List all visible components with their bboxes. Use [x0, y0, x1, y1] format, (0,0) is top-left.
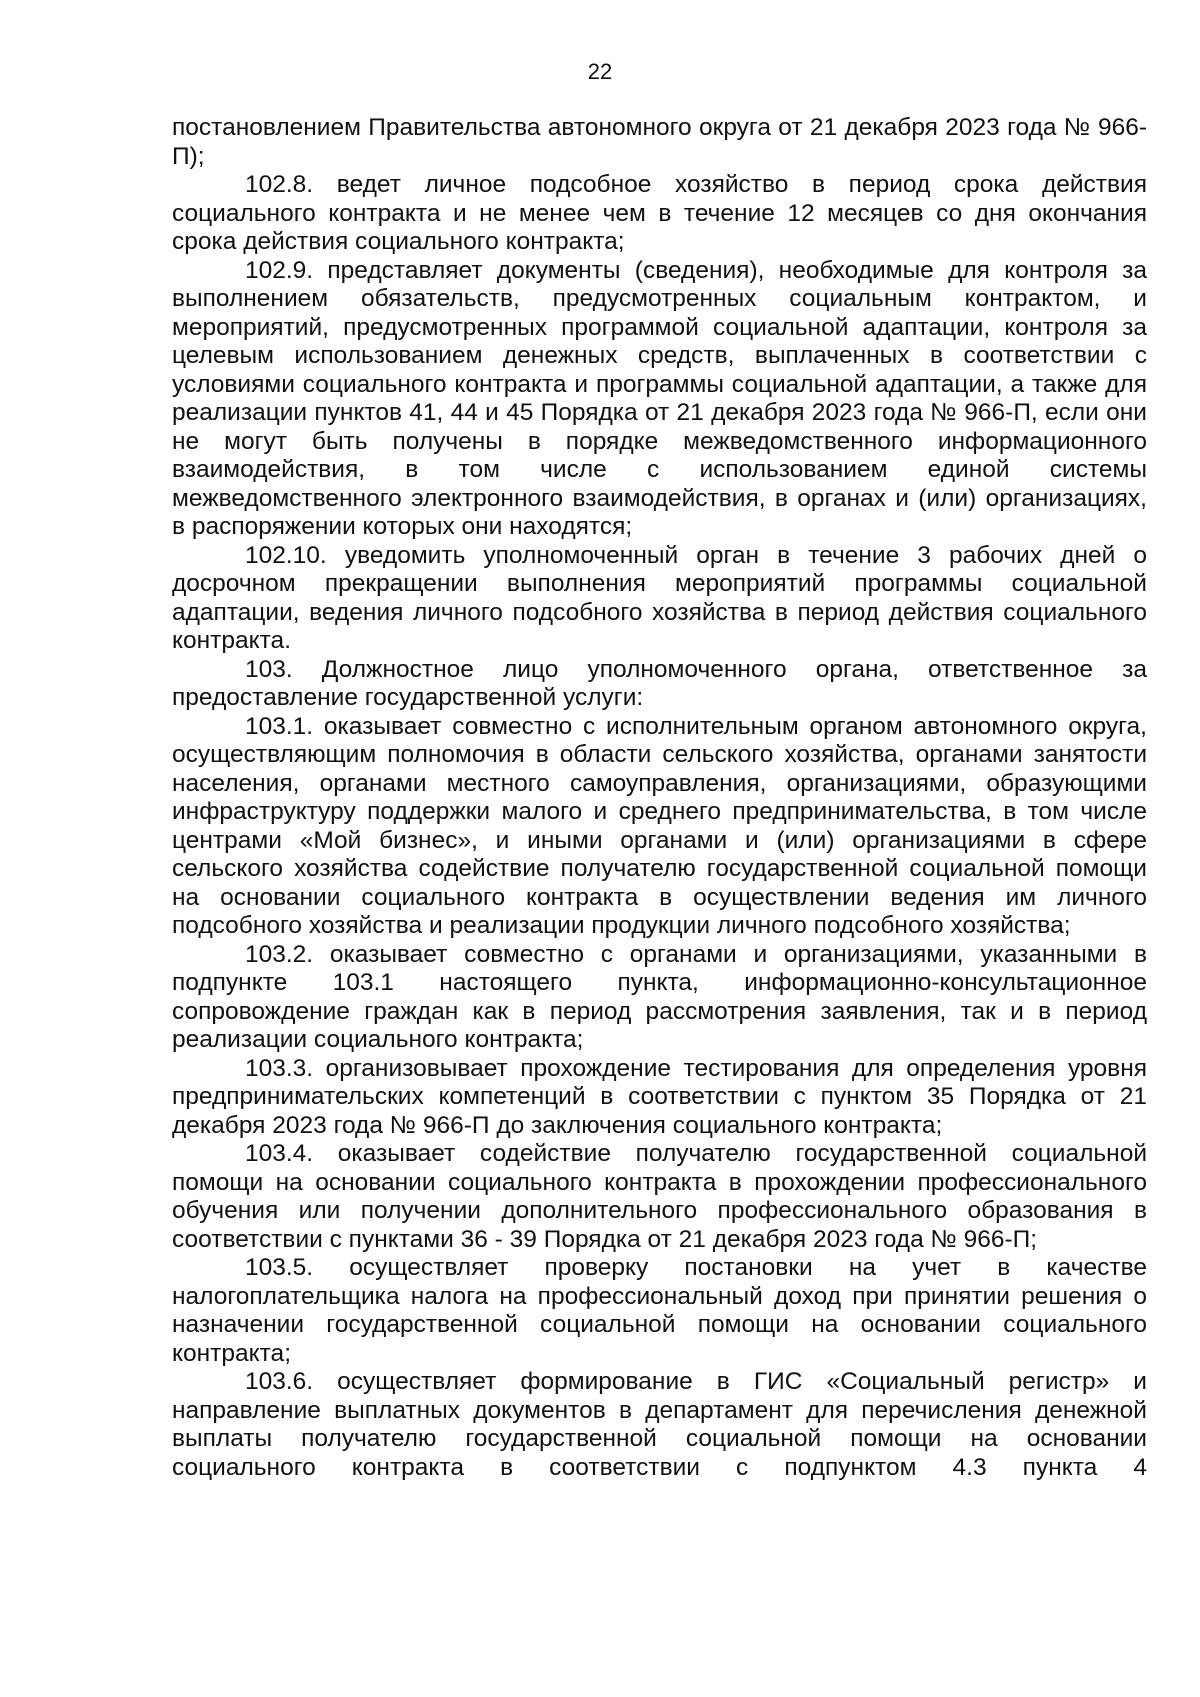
paragraph-103: 103. Должностное лицо уполномоченного органа, ответственное за предоставление государственной услуги: — [172, 655, 1147, 711]
paragraph-103-2: 103.2. оказывает совместно с органами и организациями, указанными в подпункте 103.1 настоящего пункта, информационно-консультационное сопровождение граждан как в период рассмотрения заявления, так и в период реализации социального контракта; — [172, 940, 1147, 1053]
paragraph-continuation: постановлением Правительства автономного округа от 21 декабря 2023 года № 966-П); — [172, 114, 1147, 170]
paragraph-103-1: 103.1. оказывает совместно с исполнительным органом автономного округа, осуществляющим полномочия в области сельского хозяйства, органами занятости населения, органами местного самоуправления, организациями, образующими инфраструктуру поддержки малого и среднего предпринимательства, в том числе центрами «Мой бизнес», и иными органами и (или) организациями в сфере сельского хозяйства содействие получателю государственной социальной помощи на основании социального контракта в осуществлении ведения им личного подсобного хозяйства и реализации продукции личного подсобного хозяйства; — [172, 712, 1147, 939]
paragraph-103-5: 103.5. осуществляет проверку постановки на учет в качестве налогоплательщика налога на профессиональный доход при принятии решения о назначении государственной социальной помощи на основании социального контракта; — [172, 1254, 1147, 1367]
paragraph-102-9: 102.9. представляет документы (сведения), необходимые для контроля за выполнением обязательств, предусмотренных социальным контрактом, и мероприятий, предусмотренных программой социальной адаптации, контроля за целевым использованием денежных средств, выплаченных в соответствии с условиями социального контракта и программы социальной адаптации, а также для реализации пунктов 41, 44 и 45 Порядка от 21 декабря 2023 года № 966-П, если они не могут быть получены в порядке межведомственного информационного взаимодействия, в том числе с использованием единой системы межведомственного электронного взаимодействия, в органах и (или) организациях, в распоряжении которых они находятся; — [172, 256, 1147, 540]
paragraph-102-10: 102.10. уведомить уполномоченный орган в течение 3 рабочих дней о досрочном прекращении выполнения мероприятий программы социальной адаптации, ведения личного подсобного хозяйства в период действия социального контракта. — [172, 541, 1147, 654]
paragraph-102-8: 102.8. ведет личное подсобное хозяйство в период срока действия социального контракта и не менее чем в течение 12 месяцев со дня окончания срока действия социального контракта; — [172, 171, 1147, 255]
paragraph-103-6: 103.6. осуществляет формирование в ГИС «Социальный регистр» и направление выплатных документов в департамент для перечисления денежной выплаты получателю государственной социальной помощи на основании социального контракта в соответствии с подпунктом 4.3 пункта 4 — [172, 1368, 1147, 1481]
document-body — [172, 114, 1147, 1482]
paragraph-103-4: 103.4. оказывает содействие получателю государственной социальной помощи на основании социального контракта в прохождении профессионального обучения или получении дополнительного профессионального образования в соответствии с пунктами 36 - 39 Порядка от 21 декабря 2023 года № 966-П; — [172, 1140, 1147, 1253]
page-number: 22 — [587, 59, 613, 84]
paragraph-103-3: 103.3. организовывает прохождение тестирования для определения уровня предпринимательских компетенций в соответствии с пунктом 35 Порядка от 21 декабря 2023 года № 966-П до заключения социального контракта; — [172, 1054, 1147, 1139]
